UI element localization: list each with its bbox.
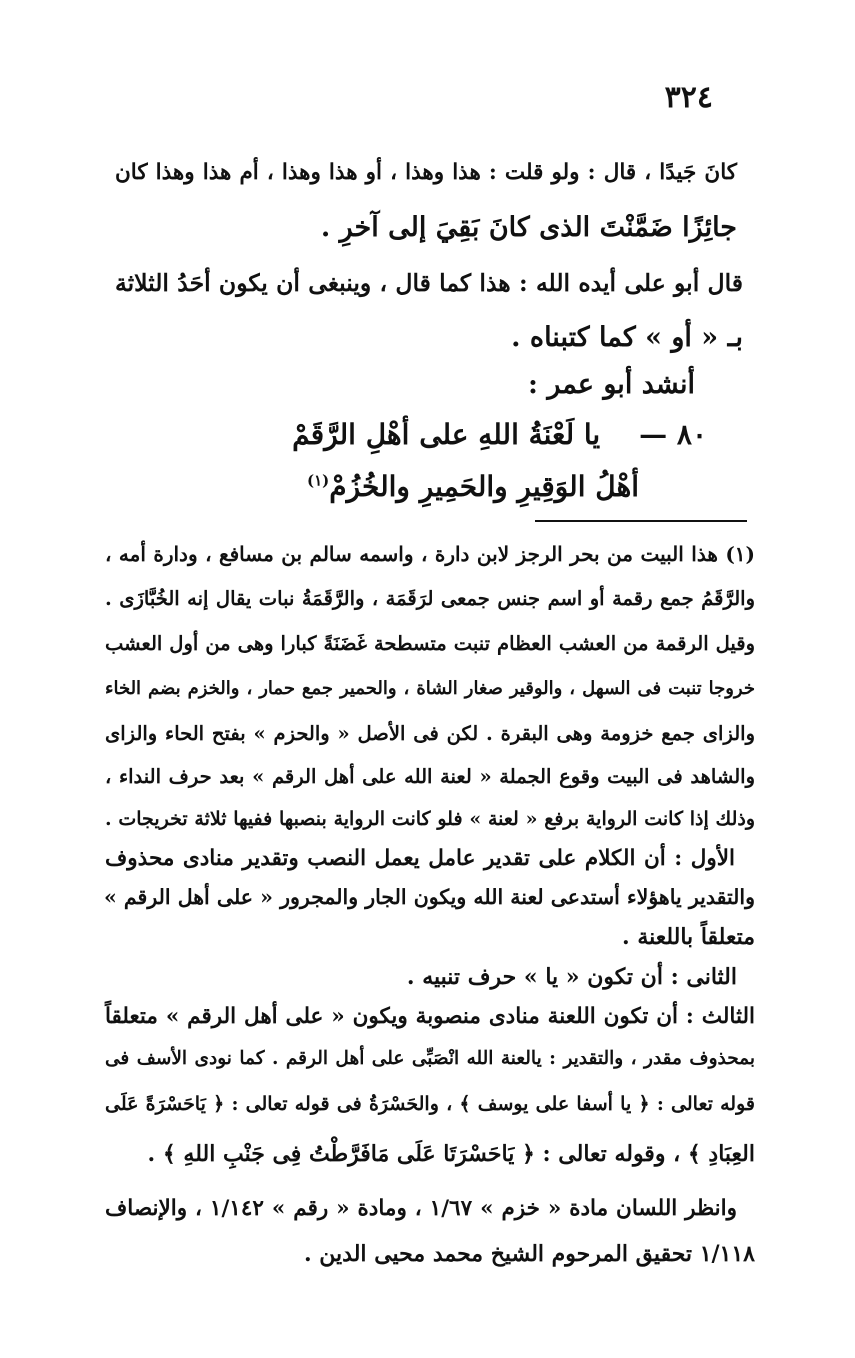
footnote-line-14: قوله تعالى : ﴿ يا أسفا على يوسف ﴾ ، والحَسْرَةُ فى قوله تعالى : ﴿ يَاحَسْرَةً عَلَى bbox=[105, 1093, 755, 1115]
footnote-separator bbox=[535, 520, 747, 522]
verse-footnote-ref: (١) bbox=[306, 471, 330, 490]
main-line-4: بـ « أو » كما كتبناه . bbox=[511, 322, 743, 353]
footnote-line-11: الثانى : أن تكون « يا » حرف تنبيه . bbox=[406, 964, 737, 990]
footnote-line-3: وقيل الرقمة من العشب العظام تنبت متسطحة غَضَنَةً كبارا وهى من أول العشب bbox=[105, 632, 755, 655]
footnote-line-7: وذلك إذا كانت الرواية برفع « لعنة » فلو كانت الرواية بنصبها ففيها ثلاثة تخريجات . bbox=[105, 808, 755, 830]
verse-second-line bbox=[239, 462, 639, 512]
footnote-line-17: ١/١١٨ تحقيق المرحوم الشيخ محمد محيى الدين . bbox=[303, 1241, 755, 1267]
footnote-line-10: متعلقاً باللعنة . bbox=[622, 924, 755, 950]
footnote-line-9: والتقدير ياهؤلاء أستدعى لعنة الله ويكون الجار والمجرور « على أهل الرقم » bbox=[103, 885, 755, 909]
footnote-line-13: بمحذوف مقدر ، والتقدير : يالعنة الله انْصَبِّى على أهل الرقم . كما نودى الأسف فى bbox=[105, 1048, 755, 1069]
main-line-1: كانَ جَيدًا ، قال : ولو قلت : هذا وهذا ، أو هذا وهذا ، أم هذا وهذا كان bbox=[115, 160, 737, 185]
footnote-line-2: والرَّقَمُ جمع رقمة أو اسم جنس جمعى لرَقَمَة ، والرَّقَمَةُ نبات يقال إنه الخُبَّازَى . bbox=[105, 587, 755, 610]
verse-first-hemistich: يا لَعْنَةُ اللهِ على أهْلِ الرَّقَمْ bbox=[292, 418, 601, 451]
main-line-2: جائِزًا ضَمَّنْتَ الذى كانَ بَقِيَ إلى آخرِ . bbox=[320, 212, 737, 243]
verse-second-hemistich: أهْلُ الوَقِيرِ والحَمِيرِ والخُزُمْ bbox=[329, 470, 639, 503]
verse-first-line bbox=[267, 410, 707, 460]
footnote-line-15: العِبَادِ ﴾ ، وقوله تعالى : ﴿ يَاحَسْرَتَا عَلَى مَافَرَّطْتُ فِى جَنْبِ اللهِ ﴾ . bbox=[147, 1141, 755, 1167]
main-line-3: قال أبو على أيده الله : هذا كما قال ، وينبغى أن يكون أحَدُ الثلاثة bbox=[115, 269, 743, 297]
main-line-5: أنشد أبو عمر : bbox=[527, 369, 695, 400]
footnote-line-4: خروجا تنبت فى السهل ، والوقير صغار الشاة ، والحمير جمع حمار ، والخزم بضم الخاء bbox=[105, 678, 755, 699]
footnote-line-12: الثالث : أن تكون اللعنة منادى منصوبة ويكون « على أهل الرقم » متعلقاً bbox=[105, 1004, 755, 1029]
footnote-line-1: (١) هذا البيت من بحر الرجز لابن دارة ، واسمه سالم بن مسافع ، ودارة أمه ، bbox=[105, 542, 755, 566]
footnote-line-16: وانظر اللسان مادة « خزم » ١/٦٧ ، ومادة « رقم » ١/١٤٢ ، والإنصاف bbox=[105, 1196, 737, 1221]
footnote-line-8: الأول : أن الكلام على تقدير عامل يعمل النصب وتقدير منادى محذوف bbox=[105, 846, 735, 871]
footnote-line-5: والزاى جمع خزومة وهى البقرة . لكن فى الأصل « والحزم » بفتح الحاء والزاى bbox=[105, 722, 755, 745]
page-number: ٣٢٤ bbox=[664, 80, 713, 115]
verse-number: ٨٠ — bbox=[639, 418, 707, 451]
footnote-line-6: والشاهد فى البيت وقوع الجملة « لعنة الله على أهل الرقم » بعد حرف النداء ، bbox=[105, 765, 755, 788]
